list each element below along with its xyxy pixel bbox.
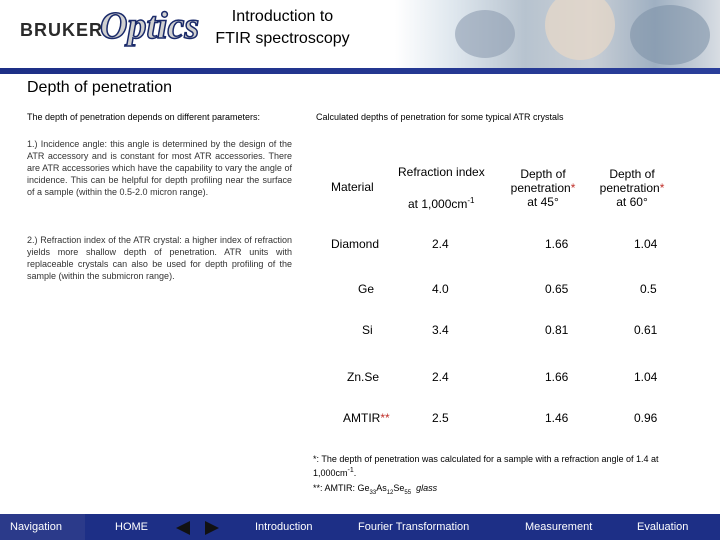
cell-material: Diamond	[331, 237, 380, 251]
cell-depth-60: 0.5	[640, 282, 657, 296]
cell-depth-45: 1.66	[545, 237, 569, 251]
navigation-label: Navigation	[10, 521, 62, 533]
header-photo	[395, 0, 720, 68]
nav-evaluation-link[interactable]: Evaluation	[637, 521, 689, 533]
header-depth-45: Depth of penetration* at 45°	[510, 167, 576, 209]
logo-bruker-text: BRUKER	[20, 20, 104, 40]
table-caption: Calculated depths of penetration for some typical ATR crystals	[316, 112, 564, 122]
cell-material: Ge	[358, 282, 375, 296]
cell-refraction: 2.4	[432, 370, 449, 384]
bruker-optics-logo	[20, 5, 200, 54]
forward-arrow-icon[interactable]	[205, 521, 219, 535]
header-depth-60: Depth of penetration* at 60°	[599, 167, 665, 209]
cell-depth-60: 0.96	[634, 411, 658, 425]
header-refraction-index: Refraction index at $1,000cm^{-1}$	[398, 165, 485, 211]
header-material: Material	[331, 180, 374, 194]
footnote-depth-calculation: *: The depth of penetration was calculated for a sample with a refraction angle of 1.4 at $1,000cm^{-1}$.	[313, 454, 659, 478]
back-arrow-icon[interactable]	[176, 521, 190, 535]
presentation-title	[200, 6, 365, 50]
cell-depth-60: 0.61	[634, 323, 658, 337]
cell-refraction: 2.5	[432, 411, 449, 425]
cell-refraction: 2.4	[432, 237, 449, 251]
intro-text: The depth of penetration depends on different parameters:	[27, 112, 260, 122]
cell-material: Zn.Se	[347, 370, 380, 384]
nav-introduction-link[interactable]: Introduction	[255, 521, 313, 533]
cell-depth-45: 1.66	[545, 370, 569, 384]
navigation-bar	[0, 514, 720, 540]
cell-depth-60: 1.04	[634, 370, 658, 384]
header-divider-bar	[0, 68, 720, 74]
paragraph-incidence-angle: 1.) Incidence angle: this angle is determined by the design of the ATR accessory and is constant for most ATR accessories. There are ATR accessories which have the capability to vary the angle of incidence. This can be helpful for depth profiling near the surface of a sample (within the 0.5-2.0 micron range).	[27, 139, 292, 197]
title-line-2: FTIR spectroscopy	[215, 30, 350, 47]
nav-measurement-link[interactable]: Measurement	[525, 521, 593, 533]
logo-optics-text: Optics	[100, 5, 200, 47]
cell-material: AMTIR**	[343, 411, 390, 425]
cell-material: Si	[362, 323, 373, 337]
paragraph-refraction-index: 2.) Refraction index of the ATR crystal: a higher index of refraction yields more shallow depth of penetration. ATR units with replaceable crystals can also be used for depth profiling of the sample (within the submicron range).	[27, 235, 292, 281]
cell-depth-45: 0.81	[545, 323, 569, 337]
footnote-amtir: **: AMTIR: $Ge_{33}As_{12}Se_{55}$ glass	[313, 483, 438, 496]
cell-refraction: 4.0	[432, 282, 449, 296]
home-link[interactable]: HOME	[115, 521, 148, 533]
cell-depth-45: 0.65	[545, 282, 569, 296]
nav-fourier-link[interactable]: Fourier Transformation	[358, 521, 470, 533]
header	[0, 0, 720, 68]
section-title: Depth of penetration	[27, 79, 172, 96]
cell-depth-45: 1.46	[545, 411, 569, 425]
title-line-1: Introduction to	[231, 8, 334, 25]
cell-refraction: 3.4	[432, 323, 449, 337]
cell-depth-60: 1.04	[634, 237, 658, 251]
